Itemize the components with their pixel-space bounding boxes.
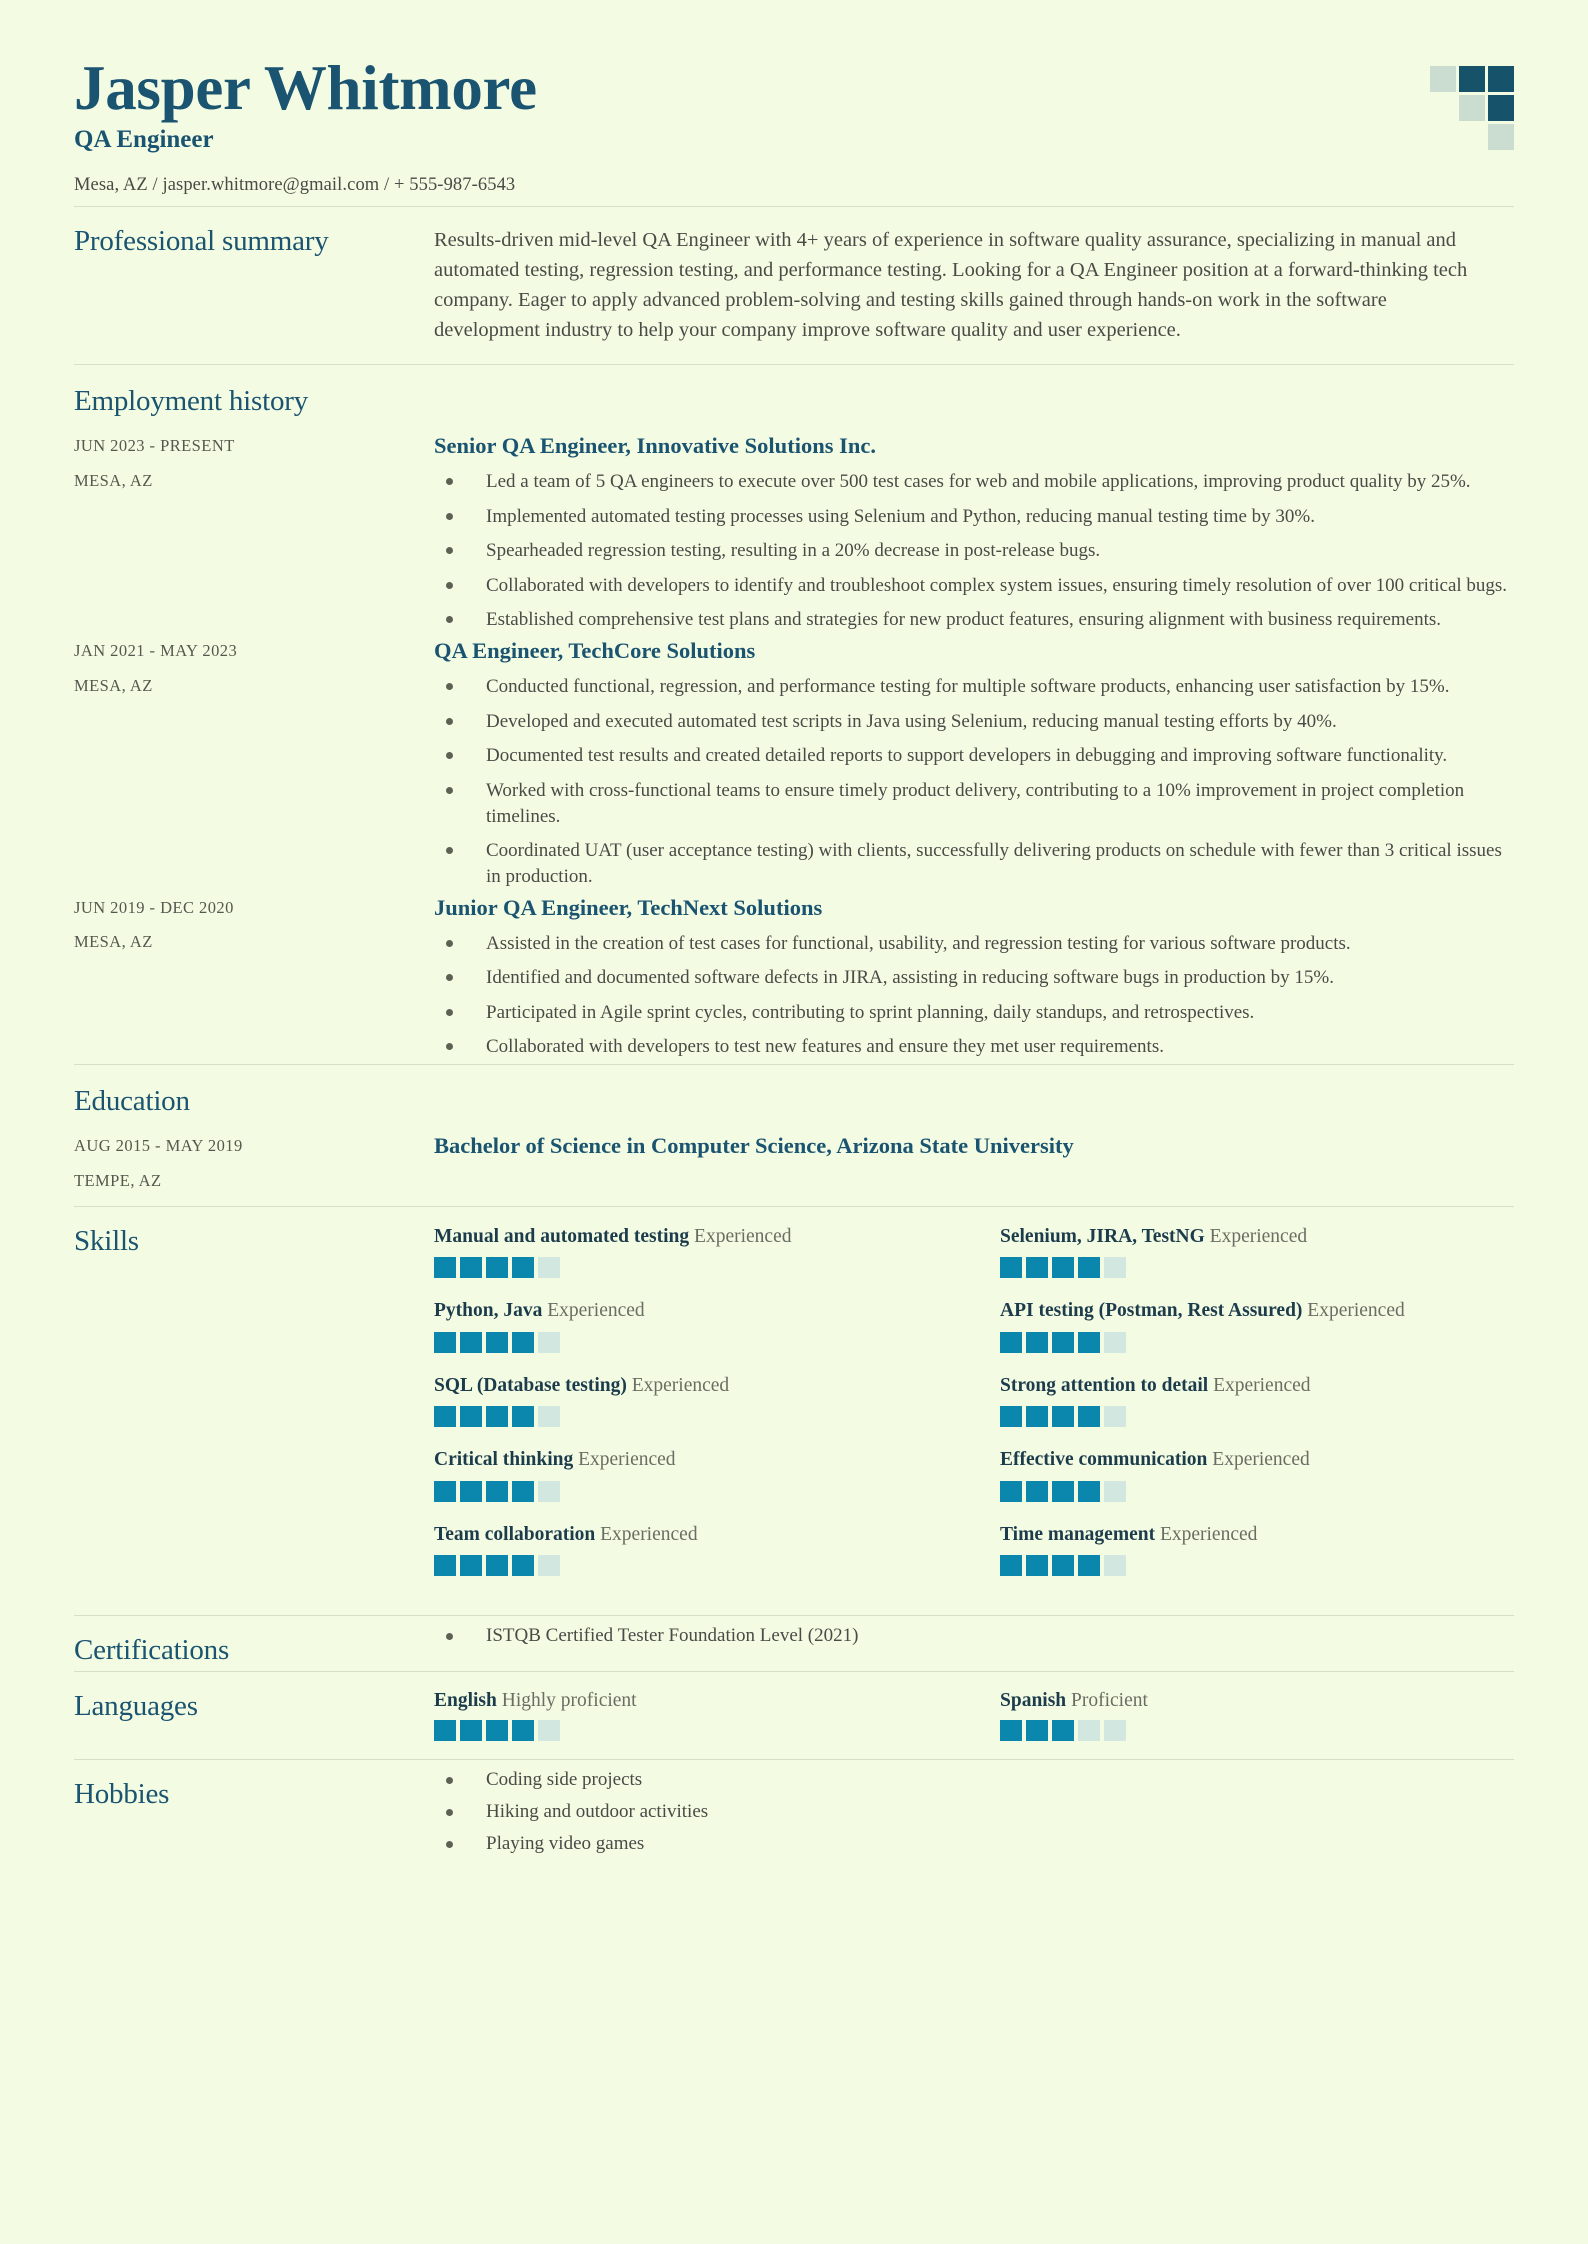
skill-rating-bars: [1000, 1481, 1514, 1502]
employment-bullet: [434, 674, 1514, 700]
bullet-dot-icon: [446, 1043, 453, 1050]
section-label-wrap-skills: [74, 1207, 434, 1615]
rating-cell: [1026, 1406, 1048, 1427]
skill-level-label: Experienced: [694, 1226, 792, 1248]
hobby-item: [434, 1830, 1514, 1858]
rating-cell: [538, 1406, 560, 1427]
employment-location: MESA, AZ: [74, 470, 153, 490]
employment-dates: JUN 2023 - PRESENT: [74, 435, 235, 455]
languages-grid: [434, 1690, 1514, 1741]
employment-location: MESA, AZ: [74, 675, 153, 695]
bullet-dot-icon: [446, 616, 453, 623]
rating-cell: [1052, 1555, 1074, 1576]
employment-entry-meta: [74, 894, 434, 1065]
employment-bullet-text: Worked with cross-functional teams to ensure timely product delivery, contributing to a 10% improvement in project completion timelines.: [486, 779, 1465, 827]
contact-location: Mesa, AZ: [74, 175, 148, 196]
candidate-name: Jasper Whitmore: [74, 53, 537, 123]
employment-dates: JAN 2021 - MAY 2023: [74, 641, 238, 661]
skill-title: API testing (Postman, Rest Assured): [1000, 1300, 1303, 1322]
employment-list: [74, 432, 1514, 1064]
skill-item: [1000, 1448, 1514, 1501]
employment-entry-meta: [74, 432, 434, 637]
rating-cell: [434, 1332, 456, 1353]
skill-item: [434, 1523, 948, 1576]
certifications-list: [434, 1622, 1514, 1650]
rating-cell: [460, 1332, 482, 1353]
rating-cell: [1052, 1257, 1074, 1278]
skill-rating-bars: [434, 1257, 948, 1278]
section-languages: [74, 1672, 1514, 1759]
skill-item: [434, 1225, 948, 1278]
contact-sep-2: /: [379, 175, 394, 196]
resume-header: [74, 53, 1514, 206]
rating-cell: [1000, 1481, 1022, 1502]
section-title-hobbies: Hobbies: [74, 1778, 170, 1811]
hobby-item: [434, 1798, 1514, 1826]
skill-label: [434, 1225, 948, 1249]
employment-bullet-text: Identified and documented software defects in JIRA, assisting in reducing software bugs in production by 15%.: [486, 967, 1334, 989]
logo-square-3: [1488, 66, 1514, 92]
employment-bullet: [434, 778, 1514, 829]
skill-label: [434, 1523, 948, 1547]
rating-cell: [1078, 1332, 1100, 1353]
section-label-wrap-languages: [74, 1672, 434, 1759]
skill-level-label: Experienced: [547, 1300, 645, 1322]
skill-label: [434, 1448, 948, 1472]
skill-item: [434, 1448, 948, 1501]
decorative-squares-logo: [1430, 66, 1514, 150]
education-entry: [74, 1132, 1514, 1206]
rating-cell: [460, 1481, 482, 1502]
rating-cell: [434, 1481, 456, 1502]
employment-bullet-text: Assisted in the creation of test cases for functional, usability, and regression testing for various software products.: [486, 932, 1351, 954]
skill-level-label: Experienced: [1213, 1374, 1311, 1396]
section-skills: [74, 1207, 1514, 1615]
employment-bullet-text: Spearheaded regression testing, resulting in a 20% decrease in post-release bugs.: [486, 540, 1101, 562]
bullet-dot-icon: [446, 1633, 453, 1640]
skill-rating-bars: [434, 1332, 948, 1353]
employment-bullet: [434, 931, 1514, 957]
language-rating-bars: [434, 1720, 948, 1741]
rating-cell: [434, 1257, 456, 1278]
skill-label: [1000, 1374, 1514, 1398]
skill-title: Python, Java: [434, 1300, 543, 1322]
rating-cell: [1052, 1720, 1074, 1741]
rating-cell: [1000, 1332, 1022, 1353]
skill-title: Time management: [1000, 1523, 1156, 1545]
employment-bullet: [434, 1034, 1514, 1060]
employment-bullet: [434, 504, 1514, 530]
skill-item: [434, 1374, 948, 1427]
skill-title: Manual and automated testing: [434, 1226, 690, 1248]
rating-cell: [1026, 1555, 1048, 1576]
section-body-hobbies: [434, 1760, 1514, 1879]
logo-square-8: [1459, 124, 1485, 150]
rating-cell: [1104, 1481, 1126, 1502]
skill-rating-bars: [1000, 1555, 1514, 1576]
section-title-education: Education: [74, 1085, 190, 1118]
employment-bullet: [434, 538, 1514, 564]
rating-cell: [460, 1720, 482, 1741]
skill-rating-bars: [434, 1481, 948, 1502]
hobby-item: [434, 1766, 1514, 1794]
education-list: [74, 1132, 1514, 1206]
employment-job-title: QA Engineer, TechCore Solutions: [434, 638, 756, 664]
rating-cell: [460, 1555, 482, 1576]
rating-cell: [434, 1406, 456, 1427]
rating-cell: [1078, 1257, 1100, 1278]
employment-bullet-text: Coordinated UAT (user acceptance testing) with clients, successfully delivering products on schedule with fewer than 3 critical issues in production.: [486, 840, 1502, 887]
skill-level-label: Experienced: [631, 1374, 730, 1396]
rating-cell: [486, 1257, 508, 1278]
bullet-dot-icon: [446, 1841, 453, 1848]
logo-square-4: [1430, 95, 1456, 121]
rating-cell: [1104, 1720, 1126, 1741]
rating-cell: [512, 1257, 534, 1278]
employment-bullet: [434, 607, 1514, 633]
rating-cell: [538, 1481, 560, 1502]
skill-item: [1000, 1523, 1514, 1576]
contact-phone[interactable]: + 555-987-6543: [394, 175, 516, 196]
rating-cell: [1052, 1406, 1074, 1427]
logo-square-1: [1430, 66, 1456, 92]
hobby-text: Hiking and outdoor activities: [486, 1801, 709, 1823]
contact-line: [74, 175, 1514, 196]
skill-level-label: Experienced: [1212, 1449, 1310, 1471]
section-body-languages: [434, 1672, 1514, 1759]
employment-bullet-text: Implemented automated testing processes using Selenium and Python, reducing manual testing time by 30%.: [486, 505, 1315, 527]
employment-entry: [74, 894, 1514, 1065]
employment-bullet-text: Documented test results and created detailed reports to support developers in debugging and improving software functionality.: [486, 745, 1448, 767]
rating-cell: [460, 1406, 482, 1427]
rating-cell: [1026, 1257, 1048, 1278]
employment-bullet: [434, 709, 1514, 735]
rating-cell: [1078, 1720, 1100, 1741]
section-title-professional-summary: Professional summary: [74, 225, 329, 258]
rating-cell: [1078, 1406, 1100, 1427]
rating-cell: [1000, 1555, 1022, 1576]
language-label: [434, 1690, 948, 1712]
skill-title: Critical thinking: [434, 1449, 574, 1471]
employment-entry-main: [434, 637, 1514, 893]
skill-item: [1000, 1299, 1514, 1352]
employment-entry-main: [434, 432, 1514, 637]
employment-entry: [74, 432, 1514, 637]
rating-cell: [434, 1555, 456, 1576]
bullet-dot-icon: [446, 847, 453, 854]
rating-cell: [538, 1555, 560, 1576]
education-degree-title: Bachelor of Science in Computer Science, Arizona State University: [434, 1133, 1074, 1159]
language-label: [1000, 1690, 1514, 1712]
section-certifications: [74, 1616, 1514, 1672]
employment-location: MESA, AZ: [74, 932, 153, 952]
bullet-dot-icon: [446, 752, 453, 759]
rating-cell: [1026, 1332, 1048, 1353]
rating-cell: [1052, 1332, 1074, 1353]
certification-item: [434, 1622, 1514, 1650]
skill-title: Selenium, JIRA, TestNG: [1000, 1226, 1205, 1248]
skill-label: [1000, 1523, 1514, 1547]
employment-bullet-text: Collaborated with developers to test new features and ensure they met user requirements.: [486, 1036, 1164, 1058]
language-item: [434, 1690, 948, 1741]
skill-label: [1000, 1448, 1514, 1472]
bullet-dot-icon: [446, 787, 453, 794]
employment-bullet: [434, 573, 1514, 599]
language-title: English: [434, 1690, 497, 1712]
bullet-dot-icon: [446, 513, 453, 520]
bullet-dot-icon: [446, 718, 453, 725]
hobbies-list: [434, 1766, 1514, 1857]
skill-item: [1000, 1225, 1514, 1278]
employment-bullet-text: Collaborated with developers to identify and troubleshoot complex system issues, ensuring timely resolution of over 100 critical bugs.: [486, 574, 1508, 596]
rating-cell: [486, 1332, 508, 1353]
logo-square-7: [1430, 124, 1456, 150]
skill-label: [1000, 1299, 1514, 1323]
employment-bullet: [434, 743, 1514, 769]
language-level-label: Proficient: [1071, 1690, 1148, 1712]
skill-level-label: Experienced: [1209, 1226, 1308, 1248]
rating-cell: [512, 1406, 534, 1427]
language-rating-bars: [1000, 1720, 1514, 1741]
employment-bullet-text: Led a team of 5 QA engineers to execute over 500 test cases for web and mobile applications, improving product quality by 25%.: [486, 470, 1471, 492]
rating-cell: [1000, 1720, 1022, 1741]
rating-cell: [1078, 1481, 1100, 1502]
rating-cell: [538, 1257, 560, 1278]
skill-rating-bars: [434, 1406, 948, 1427]
logo-square-2: [1459, 66, 1485, 92]
language-level-label: Highly proficient: [501, 1690, 637, 1712]
skill-rating-bars: [1000, 1332, 1514, 1353]
employment-bullet-text: Participated in Agile sprint cycles, contributing to sprint planning, daily standups, and retrospectives.: [486, 1001, 1255, 1023]
bullet-dot-icon: [446, 1009, 453, 1016]
rating-cell: [512, 1481, 534, 1502]
certification-text: ISTQB Certified Tester Foundation Level (2021): [486, 1624, 859, 1646]
bullet-dot-icon: [446, 547, 453, 554]
skill-item: [1000, 1374, 1514, 1427]
section-label-wrap-education: [74, 1065, 1514, 1132]
skill-label: [434, 1299, 948, 1323]
skill-title: Team collaboration: [434, 1523, 596, 1545]
skill-rating-bars: [1000, 1257, 1514, 1278]
rating-cell: [1000, 1257, 1022, 1278]
education-location: TEMPE, AZ: [74, 1171, 162, 1191]
employment-bullets: [434, 674, 1514, 889]
employment-bullet-text: Conducted functional, regression, and performance testing for multiple software products, enhancing user satisfaction by 15%.: [486, 676, 1450, 698]
employment-bullet: [434, 838, 1514, 889]
rating-cell: [486, 1481, 508, 1502]
contact-email[interactable]: jasper.whitmore@gmail.com: [162, 175, 380, 196]
language-item: [1000, 1690, 1514, 1741]
rating-cell: [1104, 1332, 1126, 1353]
employment-bullets: [434, 931, 1514, 1061]
skill-label: [1000, 1225, 1514, 1249]
rating-cell: [1052, 1481, 1074, 1502]
skill-level-label: Experienced: [1307, 1300, 1405, 1322]
skill-rating-bars: [434, 1555, 948, 1576]
bullet-dot-icon: [446, 974, 453, 981]
employment-bullet: [434, 1000, 1514, 1026]
section-body-professional-summary: [434, 207, 1514, 364]
section-title-languages: Languages: [74, 1690, 198, 1723]
education-dates: AUG 2015 - MAY 2019: [74, 1136, 243, 1156]
rating-cell: [486, 1406, 508, 1427]
section-label-wrap-employment: [74, 365, 1514, 432]
rating-cell: [538, 1720, 560, 1741]
employment-bullet-text: Developed and executed automated test scripts in Java using Selenium, reducing manual testing efforts by 40%.: [486, 710, 1337, 732]
logo-square-5: [1459, 95, 1485, 121]
rating-cell: [512, 1555, 534, 1576]
skills-grid: [434, 1225, 1514, 1597]
rating-cell: [1000, 1406, 1022, 1427]
section-title-employment-history: Employment history: [74, 384, 309, 417]
skill-level-label: Experienced: [600, 1523, 698, 1545]
hobby-text: Coding side projects: [486, 1769, 643, 1791]
hobby-text: Playing video games: [486, 1832, 645, 1854]
education-entry-meta: [74, 1132, 434, 1206]
rating-cell: [486, 1555, 508, 1576]
section-education: [74, 1065, 1514, 1206]
employment-entry-main: [434, 894, 1514, 1065]
skill-level-label: Experienced: [1159, 1523, 1258, 1545]
section-label-wrap: [74, 207, 434, 364]
section-label-wrap-certifications: [74, 1616, 434, 1672]
section-professional-summary: [74, 207, 1514, 364]
section-title-skills: Skills: [74, 1225, 139, 1258]
skill-title: Effective communication: [1000, 1449, 1208, 1471]
bullet-dot-icon: [446, 1809, 453, 1816]
section-label-wrap-hobbies: [74, 1760, 434, 1879]
section-body-skills: [434, 1207, 1514, 1615]
rating-cell: [486, 1720, 508, 1741]
employment-job-title: Senior QA Engineer, Innovative Solutions Inc.: [434, 432, 876, 458]
bullet-dot-icon: [446, 478, 453, 485]
rating-cell: [460, 1257, 482, 1278]
section-hobbies: [74, 1760, 1514, 1879]
employment-bullet: [434, 965, 1514, 991]
rating-cell: [1026, 1720, 1048, 1741]
section-employment-history: [74, 365, 1514, 1065]
contact-sep-1: /: [147, 175, 163, 196]
logo-square-9: [1488, 124, 1514, 150]
rating-cell: [1104, 1406, 1126, 1427]
skill-rating-bars: [1000, 1406, 1514, 1427]
skill-level-label: Experienced: [578, 1449, 676, 1471]
language-title: Spanish: [1000, 1690, 1067, 1712]
employment-bullet: [434, 469, 1514, 495]
skill-item: [434, 1299, 948, 1352]
section-body-certifications: [434, 1616, 1514, 1672]
logo-square-6: [1488, 95, 1514, 121]
bullet-dot-icon: [446, 1777, 453, 1784]
rating-cell: [512, 1332, 534, 1353]
rating-cell: [434, 1720, 456, 1741]
rating-cell: [512, 1720, 534, 1741]
skill-title: SQL (Database testing): [434, 1374, 627, 1396]
professional-summary-text: Results-driven mid-level QA Engineer with 4+ years of experience in software quality assurance, specializing in manual and automated testing, regression testing, and performance testing. Looking for a QA Engineer position at a forward-thinking tech company. Eager to apply advanced problem-solving and testing skills gained through hands-on work in the software development industry to help your company improve software quality and user experience.: [434, 229, 1468, 342]
bullet-dot-icon: [446, 683, 453, 690]
rating-cell: [1026, 1481, 1048, 1502]
employment-entry-meta: [74, 637, 434, 893]
candidate-job-title: QA Engineer: [74, 125, 214, 153]
rating-cell: [538, 1332, 560, 1353]
employment-job-title: Junior QA Engineer, TechNext Solutions: [434, 894, 823, 920]
skill-label: [434, 1374, 948, 1398]
rating-cell: [1104, 1555, 1126, 1576]
rating-cell: [1078, 1555, 1100, 1576]
employment-entry: [74, 637, 1514, 893]
bullet-dot-icon: [446, 582, 453, 589]
employment-bullet-text: Established comprehensive test plans and strategies for new product features, ensuring alignment with business requirements.: [486, 609, 1442, 631]
bullet-dot-icon: [446, 940, 453, 947]
skill-title: Strong attention to detail: [1000, 1374, 1209, 1396]
employment-dates: JUN 2019 - DEC 2020: [74, 897, 234, 917]
rating-cell: [1104, 1257, 1126, 1278]
education-entry-main: [434, 1132, 1514, 1206]
employment-bullets: [434, 469, 1514, 633]
section-title-certifications: Certifications: [74, 1633, 230, 1666]
